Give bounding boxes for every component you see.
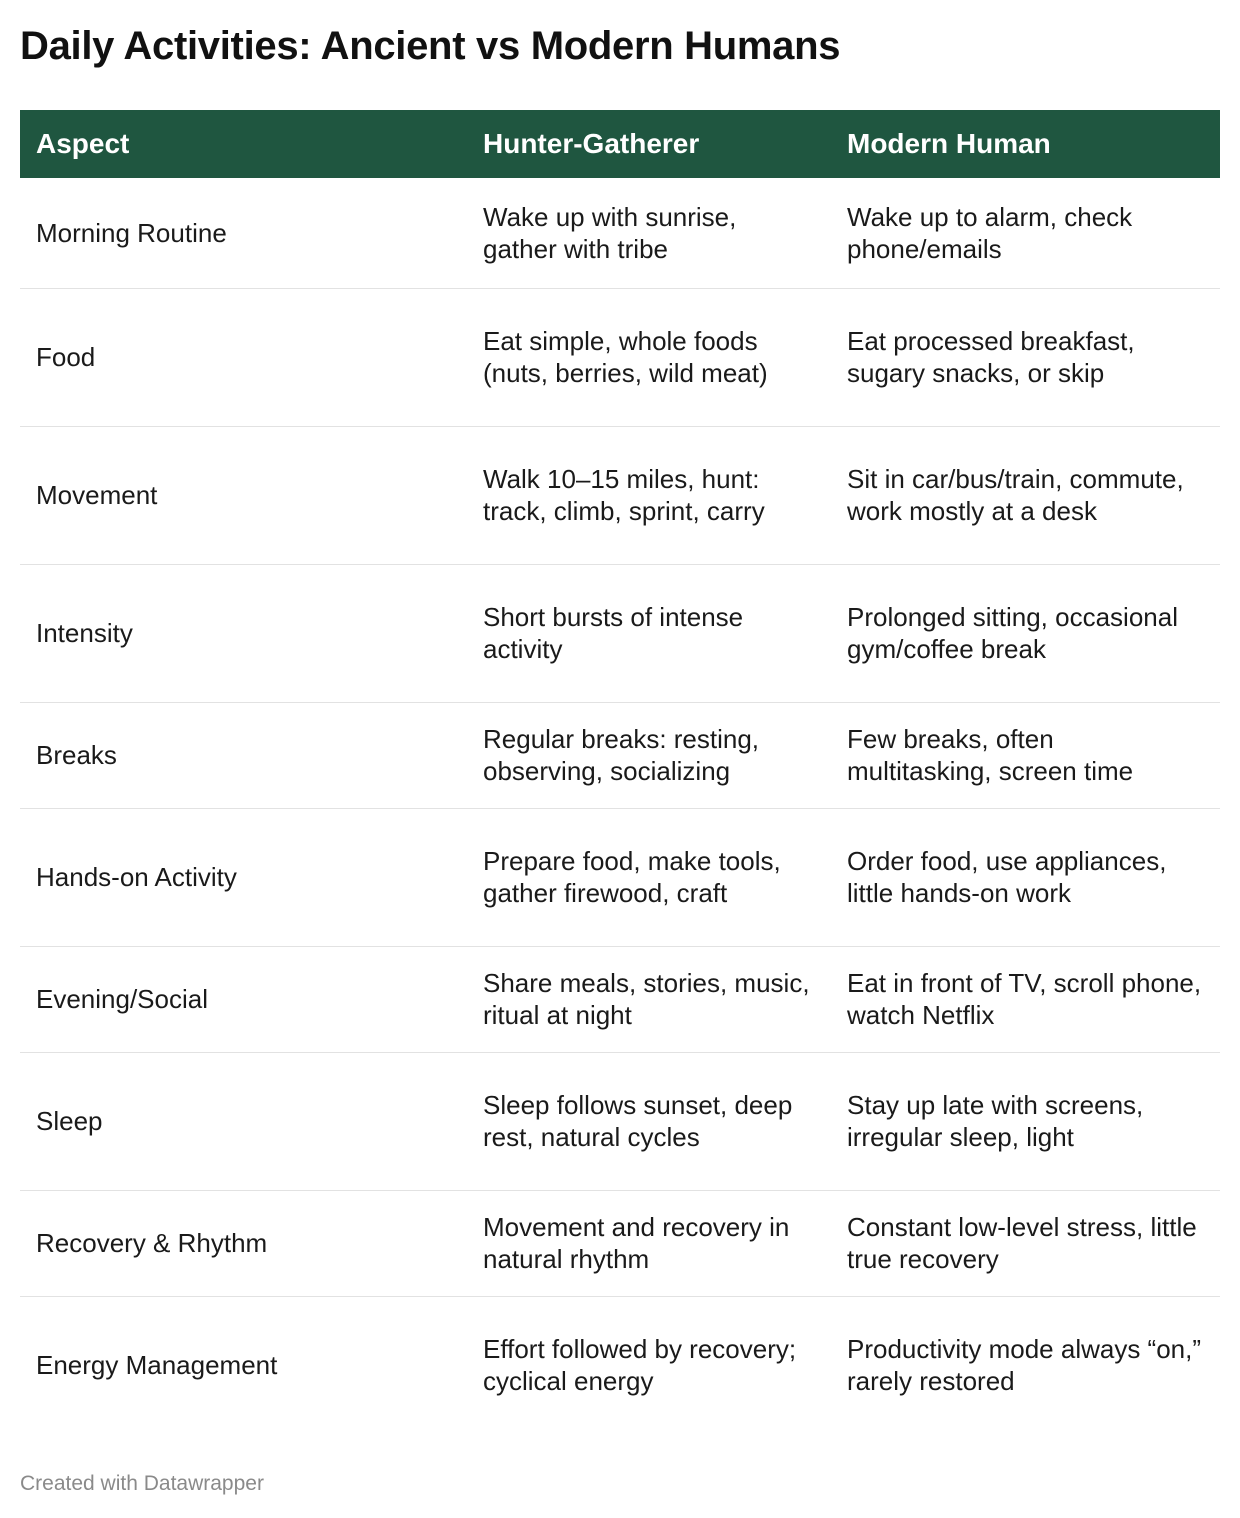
cell-hunter-gatherer: Prepare food, make tools, gather firewood, craft — [466, 808, 830, 946]
cell-aspect: Breaks — [20, 702, 466, 808]
table-row — [20, 1296, 1220, 1434]
cell-aspect: Movement — [20, 426, 466, 564]
cell-modern-human: Prolonged sitting, occasional gym/coffee break — [830, 564, 1220, 702]
table-row — [20, 288, 1220, 426]
datawrapper-credit: Created with Datawrapper — [20, 1472, 264, 1495]
cell-hunter-gatherer: Effort followed by recovery; cyclical energy — [483, 1334, 797, 1397]
cell-modern-human: Stay up late with screens, irregular sleep, light — [830, 1052, 1220, 1190]
table-header — [20, 110, 1220, 178]
comparison-table-container — [20, 110, 1220, 1434]
cell-modern-human: Eat processed breakfast, sugary snacks, or skip — [830, 288, 1220, 426]
cell-hunter-gatherer: Wake up with sunrise, gather with tribe — [466, 178, 830, 288]
cell-hunter-gatherer: Regular breaks: resting, observing, socializing — [466, 702, 830, 808]
cell-aspect: Evening/Social — [20, 946, 466, 1052]
cell-modern-human: Wake up to alarm, check phone/emails — [830, 178, 1220, 288]
cell-aspect: Sleep — [20, 1052, 466, 1190]
cell-hunter-gatherer: Sleep follows sunset, deep rest, natural cycles — [466, 1052, 830, 1190]
chart-title: Daily Activities: Ancient vs Modern Humans — [20, 24, 841, 68]
table-row — [20, 1052, 1220, 1190]
table-row — [20, 1190, 1220, 1296]
cell-aspect: Intensity — [20, 564, 466, 702]
cell-hunter-gatherer: Share meals, stories, music, ritual at night — [466, 946, 830, 1052]
cell-aspect: Food — [20, 288, 466, 426]
cell-hunter-gatherer: Walk 10–15 miles, hunt: track, climb, sprint, carry — [466, 426, 830, 564]
cell-aspect: Energy Management — [36, 1350, 278, 1381]
header-row — [20, 110, 1220, 178]
table-body — [20, 178, 1220, 1434]
column-header-modern-human: Modern Human — [830, 110, 1220, 178]
table-row — [20, 564, 1220, 702]
comparison-table — [20, 110, 1220, 1434]
table-row — [20, 702, 1220, 808]
cell-hunter-gatherer: Short bursts of intense activity — [466, 564, 830, 702]
cell-aspect: Morning Routine — [20, 178, 466, 288]
cell-modern-human: Sit in car/bus/train, commute, work mostly at a desk — [830, 426, 1220, 564]
cell-aspect: Recovery & Rhythm — [20, 1190, 466, 1296]
cell-modern-human: Few breaks, often multitasking, screen time — [830, 702, 1220, 808]
cell-aspect: Hands-on Activity — [20, 808, 466, 946]
cell-modern-human: Productivity mode always “on,” rarely restored — [847, 1334, 1202, 1397]
cell-hunter-gatherer: Movement and recovery in natural rhythm — [466, 1190, 830, 1296]
cell-modern-human: Constant low-level stress, little true recovery — [830, 1190, 1220, 1296]
cell-modern-human: Order food, use appliances, little hands-on work — [830, 808, 1220, 946]
table-row — [20, 808, 1220, 946]
cell-modern-human: Eat in front of TV, scroll phone, watch Netflix — [830, 946, 1220, 1052]
table-row — [20, 426, 1220, 564]
cell-hunter-gatherer: Eat simple, whole foods (nuts, berries, wild meat) — [466, 288, 830, 426]
table-row — [20, 946, 1220, 1052]
table-row — [20, 178, 1220, 288]
column-header-hunter-gatherer: Hunter-Gatherer — [466, 110, 830, 178]
column-header-aspect: Aspect — [20, 110, 466, 178]
